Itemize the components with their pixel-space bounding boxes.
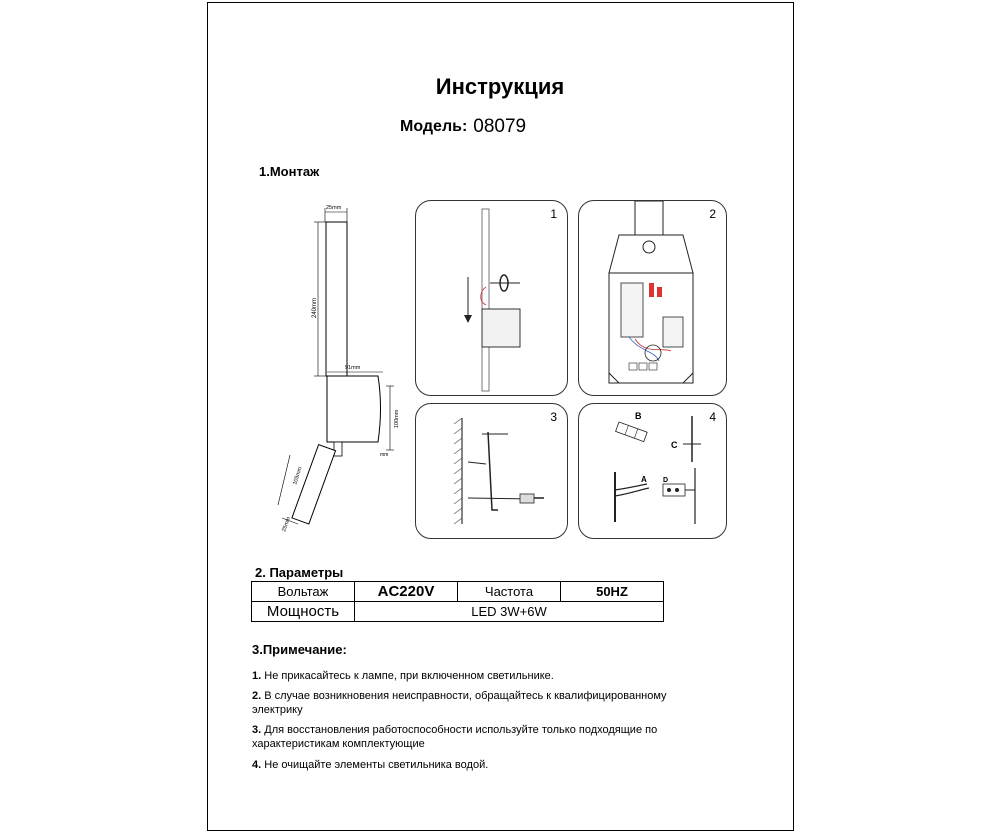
dim-spot-width-label: 25mm [281,516,293,533]
panel-number: 3 [550,410,557,424]
note-item: 4. Не очищайте элементы светильника водой. [252,759,489,771]
voltage-label: Вольтаж [252,582,355,602]
dim-spot-height-label: 105mm [292,466,304,486]
power-value: LED 3W+6W [355,602,664,622]
dim-body-width-label: 91mm [345,365,361,371]
note-item: 3. Для восстановления работоспособности используйте только подходящие по характеристикам комплектующие [252,724,658,750]
section-params-title: 2. Параметры [255,565,344,580]
freq-label: Частота [458,582,561,602]
freq-value: 50HZ [561,582,664,602]
label-c: C [671,440,678,450]
label-a: A [641,475,647,484]
model-number: 08079 [473,116,527,137]
note-item: 1. Не прикасайтесь к лампе, при включенном светильнике. [252,670,554,682]
panel-step-4 [578,403,727,539]
table-row [252,582,664,602]
panel-number: 4 [709,410,716,424]
panel-number: 1 [550,207,557,221]
dim-body-height-label: 100mm [394,409,400,428]
step-1-illustration [416,201,567,395]
section-mounting-title: 1.Монтаж [259,164,320,179]
model-line [400,115,526,137]
section-notes-title: 3.Примечание: [252,642,347,657]
power-label: Мощность [252,602,355,622]
dim-width-label: 25mm [326,205,342,211]
label-b: B [635,411,642,421]
note-item: 2. В случае возникновения неисправности, обращайтесь к квалифицированному электрику [252,690,667,716]
model-label: Модель: [400,118,468,135]
page-title: Инструкция [435,74,565,99]
panel-number: 2 [709,207,716,221]
dimension-drawing [270,200,405,535]
dim-height-label: 240mm [312,297,318,318]
voltage-value: AC220V [355,582,458,602]
table-row [252,602,664,622]
dim-small-label: mm [380,452,389,458]
step-3-illustration [416,404,567,538]
panel-step-3 [415,403,568,539]
label-d: D [663,477,669,484]
step-4-illustration [579,404,726,538]
params-table [251,581,664,622]
step-2-illustration [579,201,726,395]
panel-step-1 [415,200,568,396]
panel-step-2 [578,200,727,396]
